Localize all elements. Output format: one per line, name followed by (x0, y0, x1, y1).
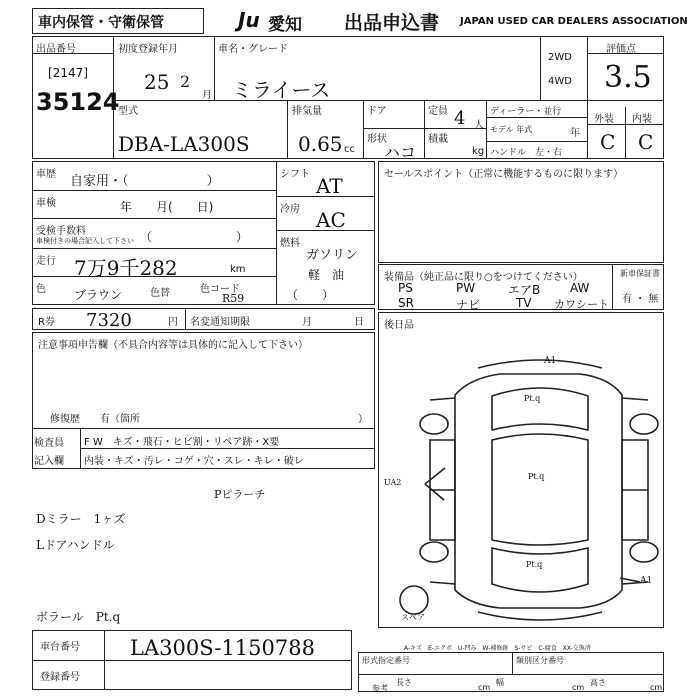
equip-airbag: エアB (508, 283, 541, 297)
reg-month: 2 (180, 72, 191, 91)
reg-year: 25 (144, 70, 170, 94)
shift-label: シフト (280, 169, 310, 180)
mileage-label: 走行 (36, 256, 56, 267)
reg-label: 初度登録年月 (118, 44, 178, 55)
ac-value: AC (316, 208, 346, 232)
disp-unit: cc (344, 144, 355, 155)
handle-label: ハンドル 左・右 (490, 148, 563, 158)
fw-line: F W キズ・飛石・ヒビ割・リペア跡・X要 (84, 437, 280, 448)
recv-sub: 車検付きの場合記入して下さい (36, 237, 134, 245)
mileage-value: 7万9千282 (74, 256, 178, 280)
color-code-label: 色コード (200, 284, 240, 295)
ext-value: C (600, 130, 616, 154)
deadline-label: 名変通知期限 (190, 317, 250, 328)
fuel-label: 燃料 (280, 238, 300, 249)
fuel-other: （ ） (286, 288, 335, 302)
disp-label: 排気量 (292, 106, 322, 117)
shift-value: AT (316, 174, 343, 198)
assoc-name: JAPAN USED CAR DEALERS ASSOCIATION (460, 16, 688, 27)
shape-label: 形状 (367, 134, 387, 145)
year-unit: 年 (570, 128, 580, 139)
lot-label: 出品番号 (36, 44, 76, 55)
warranty-value: 有 ・ 無 (622, 294, 659, 305)
len-unit: cm (478, 683, 491, 692)
ref-label: 参考 (372, 684, 388, 693)
chassis-value: LA300S-1150788 (130, 636, 315, 660)
notes-label: 注意事項申告欄（不具合内容等は具体的に記入して下さい） (38, 340, 308, 351)
equip-tv: TV (516, 296, 532, 310)
handwritten-note-4: ボラール Pt.q (36, 610, 121, 624)
color-code-value: R59 (222, 292, 245, 305)
cert-label: 形式指定番号 (362, 656, 410, 665)
damage-mark-front: A1 (544, 356, 557, 366)
dealer-label: ディーラー・並行 (490, 107, 562, 117)
shape-value: ハコ (384, 143, 417, 162)
recv-value: （ ） (140, 230, 249, 244)
damage-mark-side: UA2 (384, 478, 402, 487)
handwritten-note-1: Pピラーチ (214, 488, 266, 501)
height-label: 高さ (590, 678, 606, 687)
damage-mark-hood: Pt.q (524, 394, 541, 403)
len-label: 長さ (396, 678, 412, 687)
spare-label: スペア (401, 613, 425, 622)
car-name: ミライース (232, 78, 331, 102)
recv-label: 受検手数料 (36, 226, 86, 237)
chassis-label: 車台番号 (40, 642, 80, 653)
disp-value: 0.65 (298, 132, 343, 156)
load-unit: kg (472, 146, 485, 157)
load-label: 積載 (428, 134, 448, 145)
history-label: 車歴 (36, 169, 56, 180)
equip-ps: PS (398, 281, 413, 295)
mileage-unit: km (230, 264, 246, 275)
history-value: 自家用・（ ） (70, 174, 220, 189)
ext-label: 外装 (594, 114, 614, 125)
fuel-diesel: 軽 油 (308, 268, 345, 282)
deadline-month: 月 (302, 317, 312, 328)
inspector-label: 検査員 (34, 438, 64, 449)
equip-pw: PW (456, 281, 476, 295)
handwritten-note-2: Dミラー 1ヶズ (36, 512, 126, 526)
score-label: 評価点 (606, 44, 636, 55)
equip-navi: ナビ (456, 298, 481, 312)
warranty-label: 新車保証書 (620, 269, 660, 278)
drive-4wd: 4WD (548, 76, 572, 87)
equip-kawa: カワシート (554, 298, 609, 311)
model-value: DBA-LA300S (118, 132, 250, 156)
door-label: ドア (367, 106, 387, 117)
record-label: 記入欄 (34, 456, 64, 467)
model-label: 型式 (118, 106, 138, 117)
repair-label: 修復歴 有（箇所 (50, 414, 140, 425)
repaint-label: 色替 (150, 288, 170, 299)
ju-logo: Ju (238, 8, 260, 32)
inspection-value: 年 月( 日) (120, 200, 214, 214)
rear-label: 後日品 (384, 320, 414, 331)
damage-legend: A-キズ E-エクボ U-凹み W-補修跡 S-サビ C-腐食 XX-交換済 (404, 645, 591, 652)
recycle-value: 7320 (86, 310, 132, 331)
int-line: 内装・キズ・汚レ・コゲ・穴・スレ・キレ・破レ (84, 456, 304, 467)
deadline-day: 日 (354, 317, 364, 328)
drive-2wd: 2WD (548, 52, 572, 63)
class-label: 類別区分番号 (516, 656, 564, 665)
height-unit: cm (650, 683, 663, 692)
lot-bracket: [2147] (48, 66, 88, 80)
inspection-label: 車検 (36, 198, 56, 209)
damage-mark-rear-right: A1 (640, 576, 653, 586)
storage-title: 車内保管・守衛保管 (38, 15, 164, 31)
repair-close: ） (358, 414, 368, 425)
recycle-label: R券 (38, 317, 55, 328)
width-unit: cm (572, 683, 585, 692)
width-label: 幅 (496, 678, 504, 687)
cap-label: 定員 (428, 106, 448, 117)
ac-label: 冷房 (280, 204, 300, 215)
color-label: 色 (36, 284, 46, 295)
damage-mark-roof: Pt.q (528, 472, 545, 481)
equipment-label: 装備品（純正品に限り○をつけてください） (384, 272, 583, 283)
cap-unit: 人 (474, 120, 484, 131)
int-value: C (638, 130, 654, 154)
reg-number-label: 登録番号 (40, 672, 80, 683)
damage-mark-rear: Pt.q (526, 560, 543, 569)
lot-number: 35124 (36, 88, 120, 116)
handwritten-note-3: Lドアハンドル (36, 538, 115, 552)
color-value: ブラウン (74, 288, 123, 302)
recycle-unit: 円 (168, 317, 178, 328)
brand-name: 愛知 (268, 15, 302, 35)
model-year-label: モデル 年式 (490, 125, 533, 134)
fuel-petrol: ガソリン (306, 248, 359, 263)
int-label: 内装 (632, 114, 652, 125)
score-value: 3.5 (604, 60, 652, 95)
reg-month-unit: 月 (202, 90, 212, 101)
equip-aw: AW (570, 281, 590, 295)
cap-value: 4 (454, 108, 466, 129)
form-title: 出品申込書 (344, 12, 440, 34)
car-name-label: 車名・グレード (218, 44, 288, 55)
equip-sr: SR (398, 296, 414, 310)
sales-label: セールスポイント（正常に機能するものに限ります） (384, 169, 624, 180)
